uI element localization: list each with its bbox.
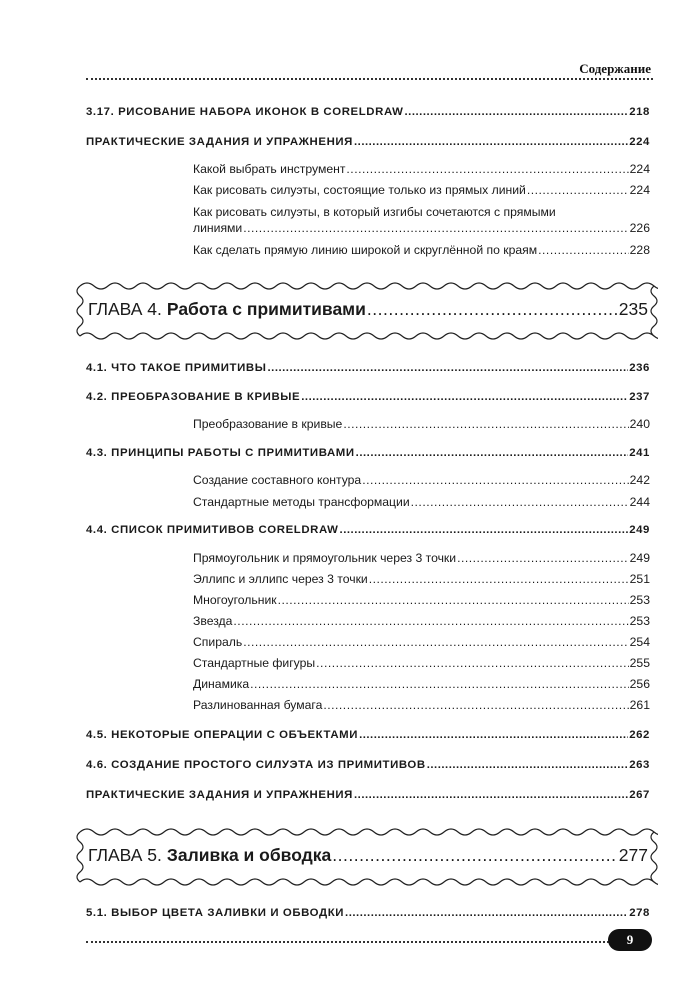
toc-leader <box>354 136 628 148</box>
chapter-title: Заливка и обводка <box>166 845 332 865</box>
toc-subsection-row[interactable] <box>193 593 650 607</box>
toc-leader <box>427 759 628 771</box>
toc-page-number: 262 <box>629 729 650 741</box>
toc-entry-text: Стандартные методы трансформации <box>193 495 410 509</box>
toc-page-number: 267 <box>629 789 650 801</box>
toc-leader <box>367 299 618 320</box>
toc-section-row[interactable] <box>86 136 650 148</box>
toc-entry-text: Прямоугольник и прямоугольник через 3 точки <box>193 551 457 565</box>
toc-subsection-row[interactable] <box>193 572 650 586</box>
toc-section-row[interactable] <box>86 391 650 403</box>
toc-subsection-row[interactable] <box>193 162 650 176</box>
toc-entry-text: Какой выбрать инструмент <box>193 162 346 176</box>
toc-subsection-row[interactable] <box>193 551 650 565</box>
header-rule <box>86 78 653 80</box>
toc-entry-text: ПРАКТИЧЕСКИЕ ЗАДАНИЯ И УПРАЖНЕНИЯ <box>86 789 353 801</box>
toc-entry-text: Как сделать прямую линию широкой и скруглённой по краям <box>193 243 538 257</box>
toc-entry-text: Стандартные фигуры <box>193 656 316 670</box>
toc-section-row[interactable] <box>86 729 650 741</box>
toc-entry-text: 4.2. ПРЕОБРАЗОВАНИЕ В КРИВЫЕ <box>86 391 301 403</box>
toc-leader <box>405 106 629 118</box>
toc-subsection-row[interactable] <box>193 635 650 649</box>
toc-leader <box>369 572 629 586</box>
toc-entry-text: 3.17. РИСОВАНИЕ НАБОРА ИКОНОК В CORELDRAW <box>86 106 404 118</box>
chapter-label: ГЛАВА 5. <box>88 845 162 865</box>
toc-subsection-row[interactable] <box>193 183 650 197</box>
toc-page-number: 241 <box>629 447 650 459</box>
toc-leader <box>233 614 628 628</box>
toc-page-number: 242 <box>629 473 650 487</box>
toc-page-number: 224 <box>629 183 650 197</box>
toc-entry-text: 4.3. ПРИНЦИПЫ РАБОТЫ С ПРИМИТИВАМИ <box>86 447 355 459</box>
toc-subsection-row[interactable] <box>193 417 650 431</box>
toc-page-number: 226 <box>629 221 650 235</box>
toc-page-number: 218 <box>629 106 650 118</box>
toc-entry-text: Многоугольник <box>193 593 277 607</box>
toc-entry-text: Разлинованная бумага <box>193 698 323 712</box>
toc-entry-text: Создание составного контура <box>193 473 362 487</box>
toc-subsection-row[interactable] <box>193 473 650 487</box>
toc-leader <box>316 656 628 670</box>
chapter-heading-4[interactable] <box>72 280 658 342</box>
toc-page-number: 256 <box>629 677 650 691</box>
toc-page-number: 254 <box>629 635 650 649</box>
toc-entry-text: ПРАКТИЧЕСКИЕ ЗАДАНИЯ И УПРАЖНЕНИЯ <box>86 136 353 148</box>
toc-entry-text-continued: линиями <box>193 221 243 235</box>
toc-leader <box>343 417 628 431</box>
toc-page-number: 249 <box>629 524 650 536</box>
toc-page-number: 236 <box>629 362 650 374</box>
toc-leader <box>345 907 628 919</box>
toc-section-row[interactable] <box>86 907 650 919</box>
toc-entry-text: 4.6. СОЗДАНИЕ ПРОСТОГО СИЛУЭТА ИЗ ПРИМИТИВОВ <box>86 759 426 771</box>
toc-page-number: 278 <box>629 907 650 919</box>
toc-entry-text: 4.5. НЕКОТОРЫЕ ОПЕРАЦИИ С ОБЪЕКТАМИ <box>86 729 359 741</box>
toc-section-row[interactable] <box>86 362 650 374</box>
toc-leader <box>354 789 628 801</box>
toc-entry-text: Спираль <box>193 635 243 649</box>
toc-section-row[interactable] <box>86 789 650 801</box>
toc-entry-text: Преобразование в кривые <box>193 417 343 431</box>
toc-entry-text: Динамика <box>193 677 250 691</box>
toc-entry-text: Звезда <box>193 614 233 628</box>
toc-leader <box>323 698 628 712</box>
toc-leader <box>538 243 629 257</box>
toc-leader <box>340 524 629 536</box>
toc-leader <box>362 473 628 487</box>
toc-entry-text: 4.1. ЧТО ТАКОЕ ПРИМИТИВЫ <box>86 362 267 374</box>
footer-rule <box>86 941 609 943</box>
toc-subsection-row[interactable] <box>193 205 650 235</box>
toc-page-number: 224 <box>629 162 650 176</box>
page-number-badge: 9 <box>608 929 652 951</box>
toc-leader <box>527 183 629 197</box>
toc-page-number: 224 <box>629 136 650 148</box>
toc-leader <box>332 845 618 866</box>
toc-leader <box>457 551 629 565</box>
toc-subsection-row[interactable] <box>193 698 650 712</box>
toc-page-number: 277 <box>618 845 648 865</box>
toc-section-row[interactable] <box>86 524 650 536</box>
toc-page-number: 235 <box>618 299 648 319</box>
toc-leader <box>346 162 628 176</box>
toc-leader <box>243 635 628 649</box>
toc-entry-text: 4.4. СПИСОК ПРИМИТИВОВ CORELDRAW <box>86 524 339 536</box>
toc-leader <box>250 677 629 691</box>
toc-entry-text: Эллипс и эллипс через 3 точки <box>193 572 368 586</box>
toc-entry-text: Как рисовать силуэты, в который изгибы сочетаются с прямыми <box>193 205 556 219</box>
toc-page-number: 228 <box>629 243 650 257</box>
toc-page-number: 255 <box>629 656 650 670</box>
toc-page-number: 240 <box>629 417 650 431</box>
toc-leader <box>356 447 629 459</box>
toc-subsection-row[interactable] <box>193 243 650 257</box>
toc-page-number: 253 <box>629 614 650 628</box>
toc-subsection-row[interactable] <box>193 614 650 628</box>
toc-section-row[interactable] <box>86 106 650 118</box>
toc-leader <box>301 391 628 403</box>
toc-subsection-row[interactable] <box>193 656 650 670</box>
toc-entry-text: 5.1. ВЫБОР ЦВЕТА ЗАЛИВКИ И ОБВОДКИ <box>86 907 345 919</box>
toc-page-number: 261 <box>629 698 650 712</box>
toc-leader <box>359 729 628 741</box>
toc-page-number: 251 <box>629 572 650 586</box>
toc-entry-text: Как рисовать силуэты, состоящие только из прямых линий <box>193 183 526 197</box>
toc-page-number: 263 <box>629 759 650 771</box>
running-head: Содержание <box>579 61 651 76</box>
chapter-title: Работа с примитивами <box>166 299 366 319</box>
toc-page-number: 253 <box>629 593 650 607</box>
toc-section-row[interactable] <box>86 447 650 459</box>
toc-leader <box>243 221 628 235</box>
toc-subsection-row[interactable] <box>193 495 650 509</box>
chapter-label: ГЛАВА 4. <box>88 299 162 319</box>
chapter-heading-5[interactable] <box>72 826 658 888</box>
toc-section-row[interactable] <box>86 759 650 771</box>
toc-page-number: 237 <box>629 391 650 403</box>
toc-leader <box>278 593 629 607</box>
toc-leader <box>411 495 629 509</box>
toc-page-number: 249 <box>629 551 650 565</box>
toc-leader <box>267 362 628 374</box>
toc-subsection-row[interactable] <box>193 677 650 691</box>
toc-page-number: 244 <box>629 495 650 509</box>
